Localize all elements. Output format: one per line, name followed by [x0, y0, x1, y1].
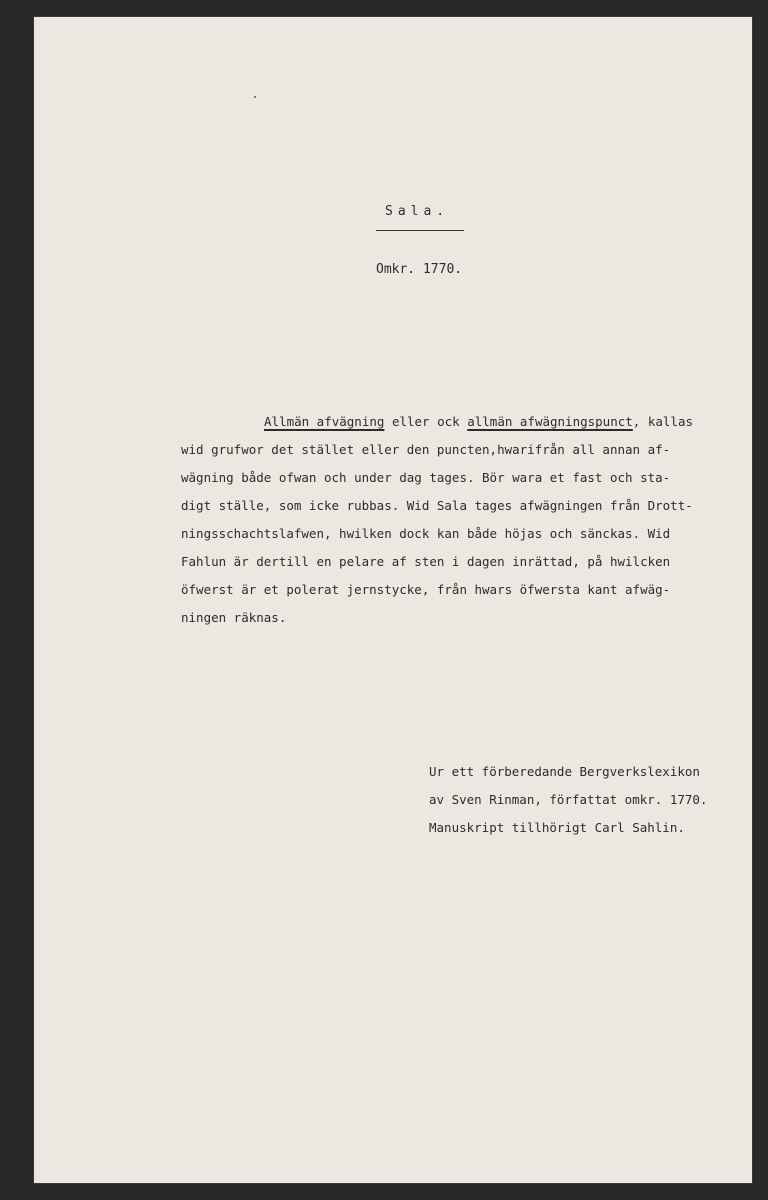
line1-tail: , kallas: [632, 414, 694, 429]
paragraph-line: Fahlun är dertill en pelare af sten i dagen inrättad, på hwilcken: [181, 554, 671, 569]
term-joiner: eller ock: [384, 414, 468, 429]
title-underline: [376, 230, 464, 231]
paragraph-line: ningsschachtslafwen, hwilken dock kan både höjas och sänckas. Wid: [181, 526, 671, 541]
source-line: Ur ett förberedande Bergverkslexikon: [429, 764, 700, 779]
paragraph-line: wägning både ofwan och under dag tages. Bör wara et fast och sta-: [181, 470, 671, 485]
term-afwagningspunct: allmän afwägningspunct: [467, 414, 633, 429]
paragraph-line: digt ställe, som icke rubbas. Wid Sala tages afwägningen från Drott-: [181, 498, 693, 513]
paragraph-line: öfwerst är et polerat jernstycke, från hwars öfwersta kant afwäg-: [181, 582, 671, 597]
document-page: [33, 16, 753, 1184]
paragraph-line: ningen räknas.: [181, 610, 287, 625]
document-date: Omkr. 1770.: [376, 262, 463, 277]
term-allman-afvagning: Allmän afvägning: [264, 414, 385, 429]
paragraph-line-1: [264, 414, 693, 429]
paragraph-line: wid grufwor det stället eller den puncten,hwarifrån all annan af-: [181, 442, 671, 457]
document-title: Sala.: [385, 204, 450, 219]
source-line: av Sven Rinman, författat omkr. 1770.: [429, 792, 708, 807]
source-line: Manuskript tillhörigt Carl Sahlin.: [429, 820, 685, 835]
stray-mark: [254, 96, 256, 98]
